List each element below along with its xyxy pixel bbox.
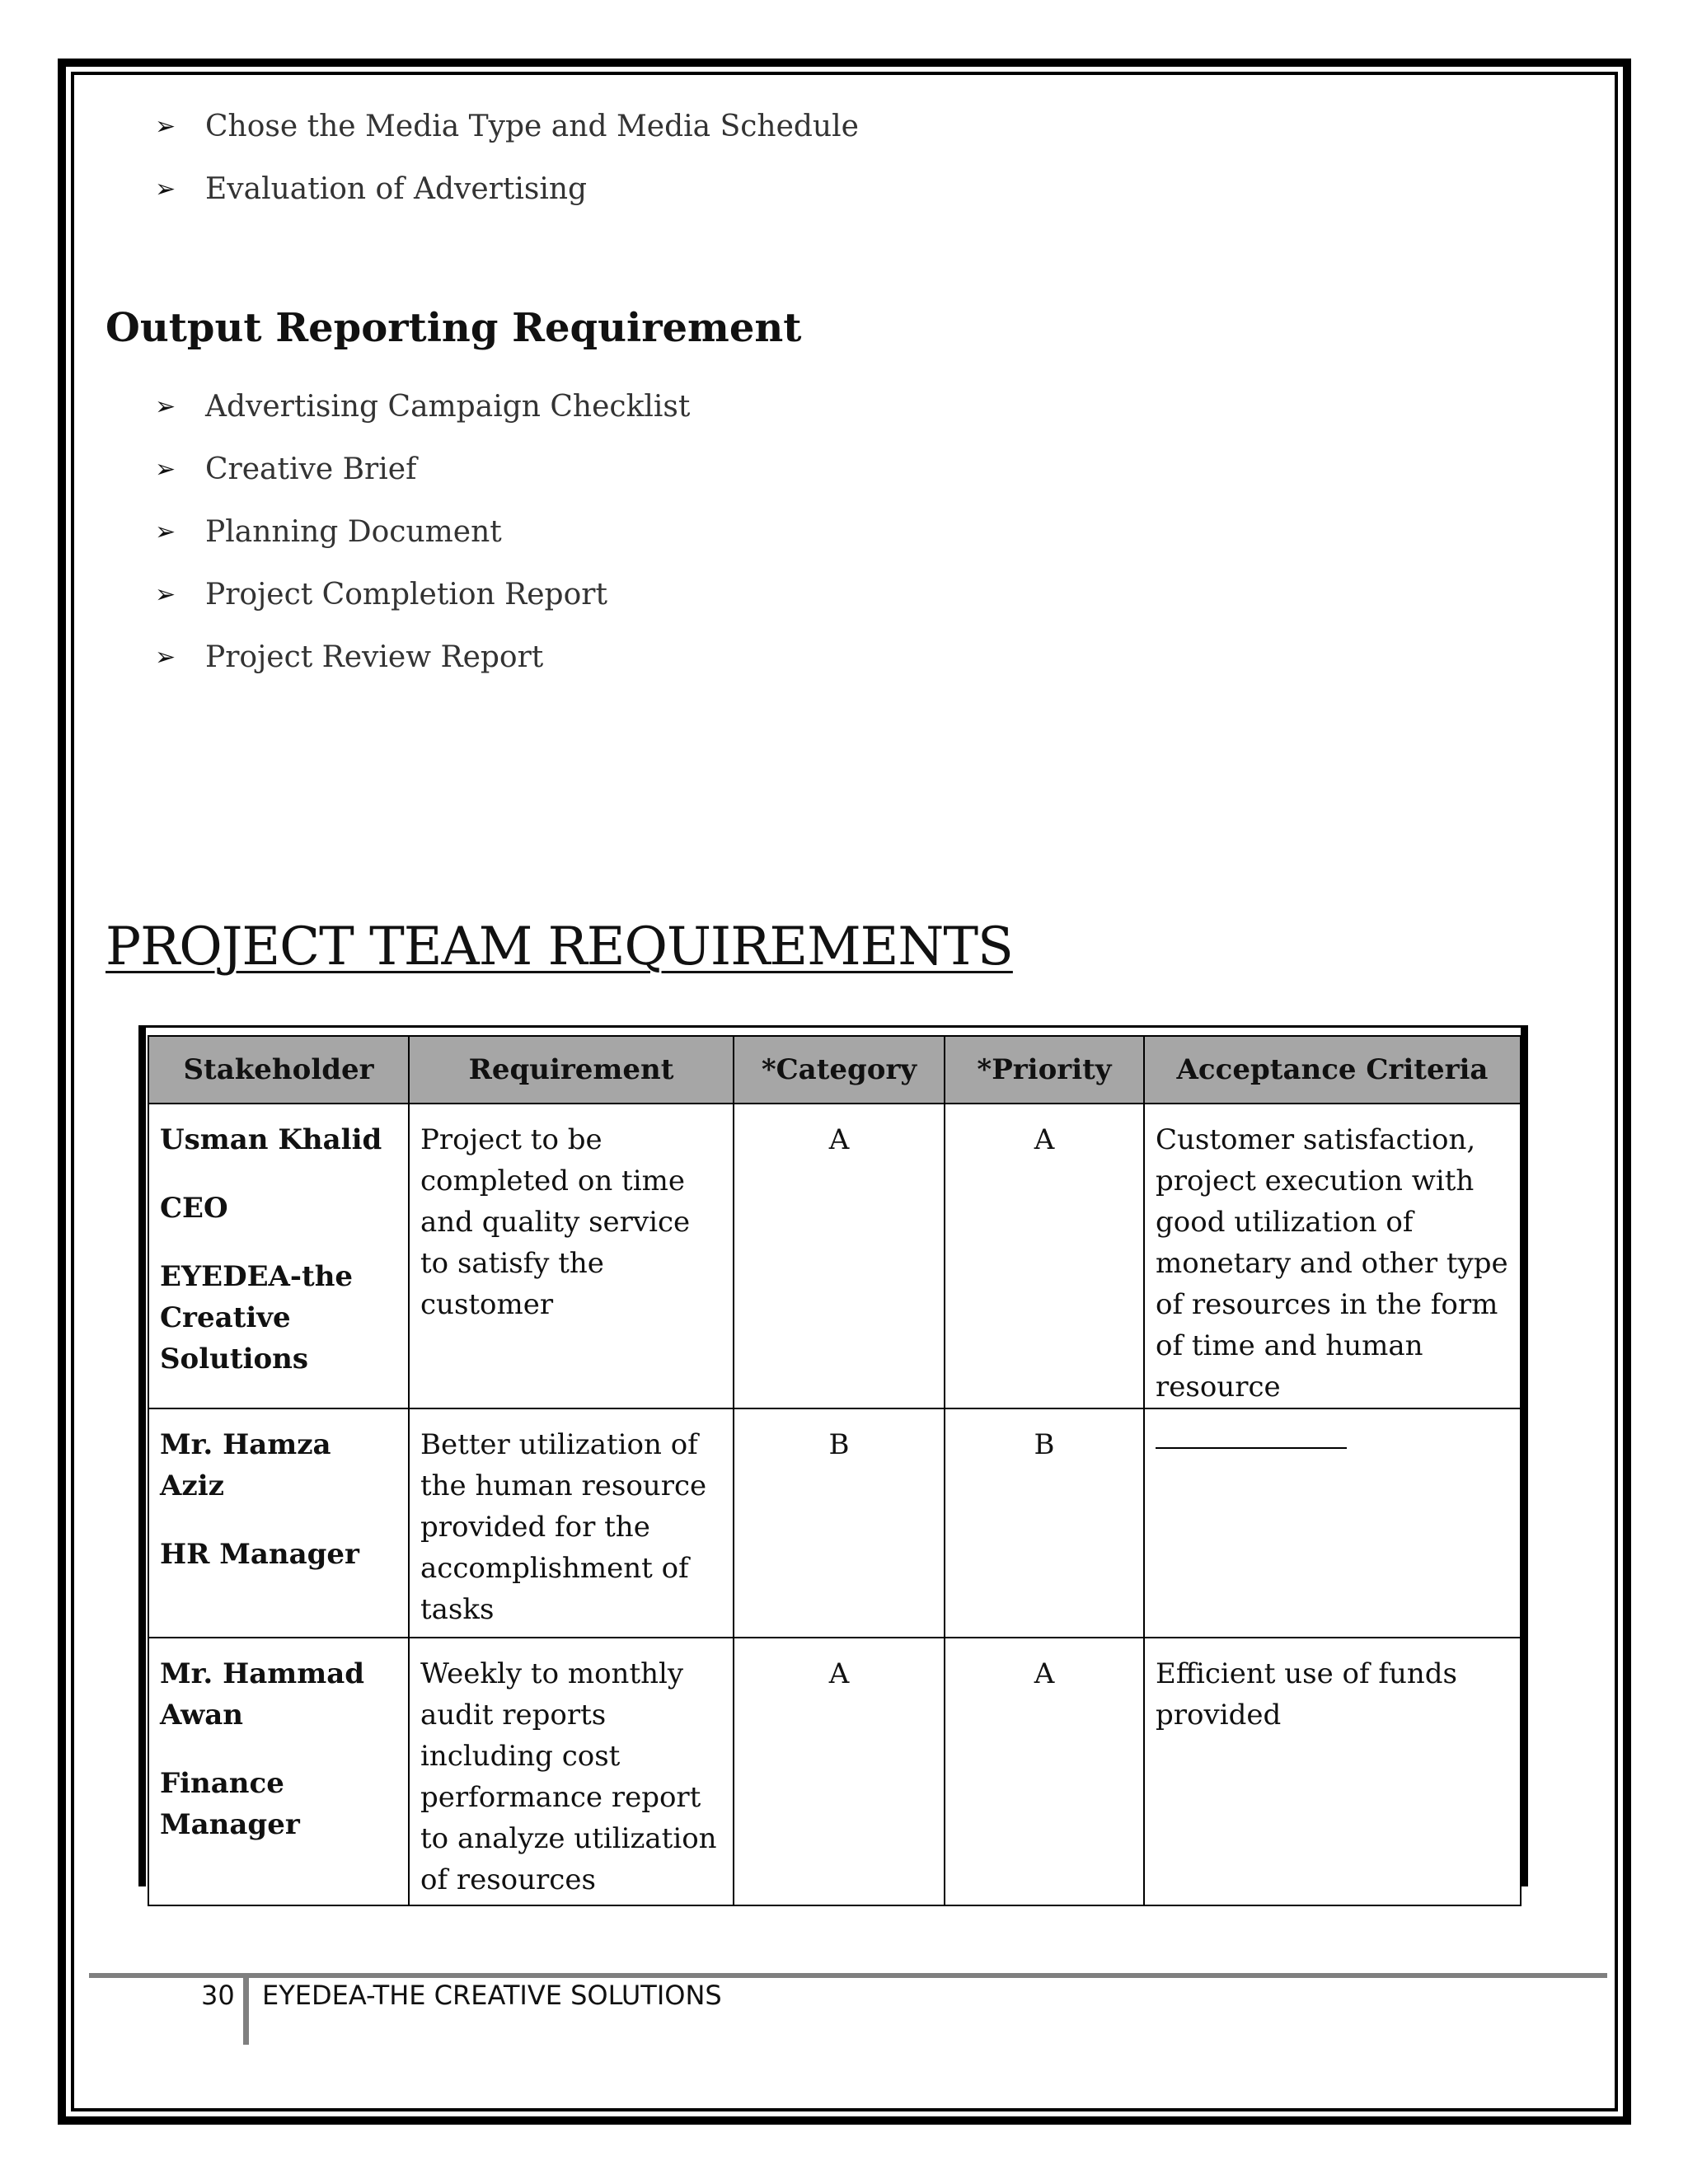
footer-divider [243, 1975, 249, 2045]
table-row [148, 1104, 1521, 1408]
category-cell: B [734, 1408, 945, 1638]
acceptance-cell: Customer satisfaction, project execution with good utilization of monetary and other type of resources in the form of time and human resource [1144, 1104, 1521, 1408]
arrow-bullet-icon: ➢ [155, 175, 176, 204]
table-row [148, 1408, 1521, 1638]
category-cell: A [734, 1104, 945, 1408]
priority-cell: A [945, 1638, 1144, 1905]
list-item [155, 158, 859, 221]
stakeholder-role: HR Manager [160, 1538, 359, 1571]
stakeholder-org: Creative [160, 1301, 291, 1334]
table-header-row [148, 1036, 1521, 1104]
stakeholder-org: EYEDEA-the [160, 1260, 354, 1293]
stakeholder-name: Mr. Hammad [160, 1657, 365, 1690]
header-acceptance-criteria: Acceptance Criteria [1144, 1036, 1521, 1104]
spacer [160, 1229, 398, 1256]
page-number: 30 [201, 1980, 235, 2011]
header-stakeholder: Stakeholder [148, 1036, 409, 1104]
spacer [160, 1736, 398, 1763]
stakeholder-name: Awan [160, 1699, 244, 1732]
stakeholder-cell [148, 1104, 409, 1408]
arrow-bullet-icon: ➢ [155, 518, 176, 546]
list-item-text: Evaluation of Advertising [205, 172, 588, 206]
list-item-text: Project Completion Report [205, 578, 607, 612]
list-item-text: Project Review Report [205, 640, 544, 674]
list-item [155, 626, 690, 689]
spacer [160, 1507, 398, 1534]
footer-rule [89, 1973, 1607, 1978]
list-item-text: Chose the Media Type and Media Schedule [205, 110, 859, 143]
team-requirements-table [148, 1035, 1522, 1906]
stakeholder-name: Mr. Hamza Aziz [160, 1428, 331, 1502]
header-priority: *Priority [945, 1036, 1144, 1104]
stakeholder-role: Manager [160, 1808, 300, 1841]
requirement-cell: Weekly to monthly audit reports including cost performance report to analyze utilization of resources [409, 1638, 734, 1905]
stakeholder-name: Usman Khalid [160, 1123, 382, 1156]
stakeholder-org: Solutions [160, 1343, 309, 1376]
acceptance-cell [1144, 1408, 1521, 1638]
top-bullet-list [155, 96, 859, 221]
spacer [160, 1160, 398, 1188]
footer-company: EYEDEA-THE CREATIVE SOLUTIONS [262, 1980, 722, 2011]
list-item-text: Advertising Campaign Checklist [205, 390, 691, 424]
list-item [155, 501, 690, 564]
list-item-text: Planning Document [205, 515, 502, 549]
output-section-heading: Output Reporting Requirement [106, 305, 802, 351]
output-bullet-list [155, 376, 690, 689]
requirement-cell: Project to be completed on time and quality service to satisfy the customer [409, 1104, 734, 1408]
category-cell: A [734, 1638, 945, 1905]
priority-cell: B [945, 1408, 1144, 1638]
stakeholder-cell [148, 1408, 409, 1638]
table-row [148, 1638, 1521, 1905]
arrow-bullet-icon: ➢ [155, 112, 176, 141]
header-category: *Category [734, 1036, 945, 1104]
team-requirements-heading: PROJECT TEAM REQUIREMENTS [106, 916, 1013, 977]
blank-line [1156, 1424, 1347, 1449]
arrow-bullet-icon: ➢ [155, 580, 176, 609]
header-requirement: Requirement [409, 1036, 734, 1104]
list-item [155, 438, 690, 501]
arrow-bullet-icon: ➢ [155, 643, 176, 672]
priority-cell: A [945, 1104, 1144, 1408]
acceptance-cell: Efficient use of funds provided [1144, 1638, 1521, 1905]
list-item-text: Creative Brief [205, 452, 417, 486]
stakeholder-cell [148, 1638, 409, 1905]
list-item [155, 564, 690, 626]
stakeholder-role: CEO [160, 1192, 228, 1225]
requirement-cell: Better utilization of the human resource provided for the accomplishment of tasks [409, 1408, 734, 1638]
stakeholder-role: Finance [160, 1767, 284, 1800]
list-item [155, 96, 859, 158]
arrow-bullet-icon: ➢ [155, 455, 176, 484]
arrow-bullet-icon: ➢ [155, 392, 176, 421]
list-item [155, 376, 690, 438]
